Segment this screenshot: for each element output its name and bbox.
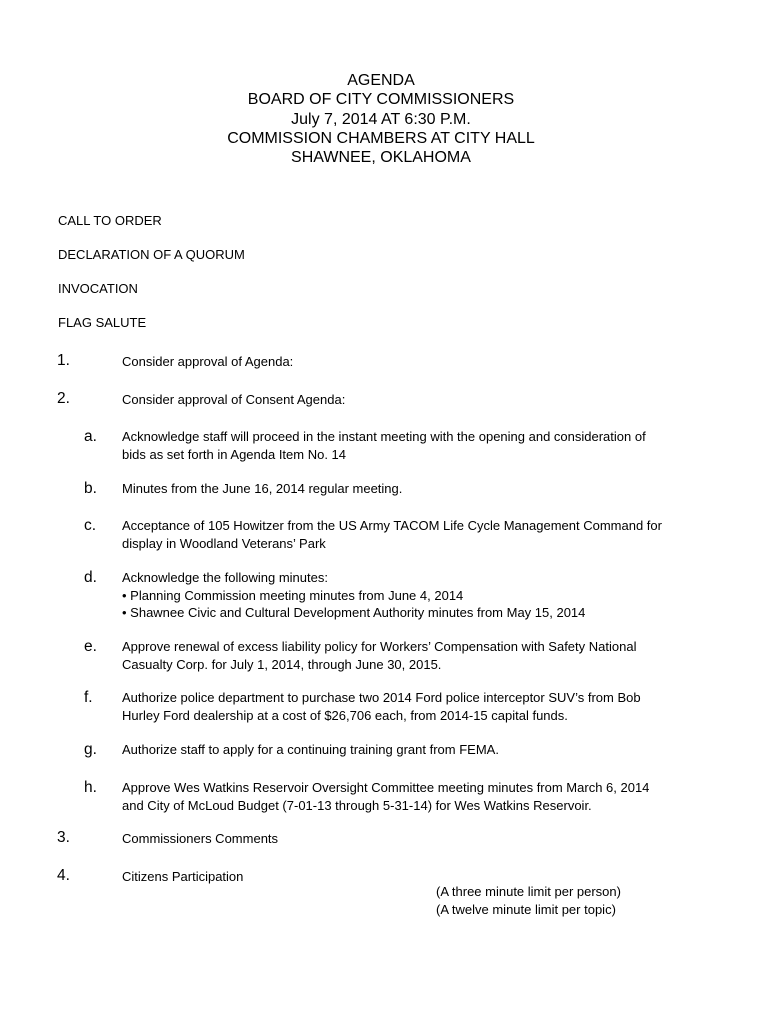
subitem-text-line: Approve renewal of excess liability policy for Workers’ Compensation with Safety National xyxy=(122,639,637,654)
item-text-line: Citizens Participation xyxy=(122,869,244,884)
agenda-header xyxy=(0,71,762,167)
declaration-of-quorum: DECLARATION OF A QUORUM xyxy=(58,247,245,262)
subitem-text-line: Approve Wes Watkins Reservoir Oversight Committee meeting minutes from March 6, 2014 xyxy=(122,780,650,795)
subitem-text-line: • Planning Commission meeting minutes from June 4, 2014 xyxy=(122,587,464,603)
item-text-line: Commissioners Comments xyxy=(122,831,279,846)
subitem-text xyxy=(122,638,722,673)
subitem-text xyxy=(122,689,722,724)
subitem-text-line: • Shawnee Civic and Cultural Development Authority minutes from May 15, 2014 xyxy=(122,605,586,621)
subitem-text-line: Authorize staff to apply for a continuing training grant from FEMA. xyxy=(122,742,499,757)
subitem-letter: b. xyxy=(84,480,97,497)
subitem-letter: a. xyxy=(84,428,97,445)
subitem-text xyxy=(122,779,722,814)
time-limit-note: (A three minute limit per person) xyxy=(436,884,621,899)
item-text xyxy=(122,353,722,371)
subitem-text-line: Minutes from the June 16, 2014 regular meeting. xyxy=(122,481,403,496)
time-limit-note: (A twelve minute limit per topic) xyxy=(436,901,616,917)
item-number: 1. xyxy=(57,352,70,369)
item-text-line: Consider approval of Consent Agenda: xyxy=(122,392,346,407)
item-text xyxy=(122,868,722,886)
item-number: 3. xyxy=(57,829,70,846)
subitem-text-line: Acceptance of 105 Howitzer from the US Army TACOM Life Cycle Management Command for xyxy=(122,518,662,533)
subitem-text xyxy=(122,569,722,622)
subitem-text-line: Hurley Ford dealership at a cost of $26,706 each, from 2014-15 capital funds. xyxy=(122,707,568,723)
subitem-letter: g. xyxy=(84,741,97,758)
subitem-text-line: Authorize police department to purchase two 2014 Ford police interceptor SUV’s from Bob xyxy=(122,690,641,705)
citizen-participation-notes xyxy=(436,883,621,918)
subitem-text xyxy=(122,480,722,498)
flag-salute: FLAG SALUTE xyxy=(58,315,147,330)
subitem-text xyxy=(122,517,722,552)
header-city: SHAWNEE, OKLAHOMA xyxy=(291,149,471,167)
subitem-text xyxy=(122,741,722,759)
subitem-text-line: and City of McLoud Budget (7-01-13 through 5-31-14) for Wes Watkins Reservoir. xyxy=(122,797,592,813)
header-board: BOARD OF CITY COMMISSIONERS xyxy=(247,91,515,109)
header-date: July 7, 2014 AT 6:30 P.M. xyxy=(291,110,471,128)
subitem-letter: e. xyxy=(84,638,97,655)
subitem-text-line: bids as set forth in Agenda Item No. 14 xyxy=(122,446,347,462)
subitem-letter: h. xyxy=(84,779,97,796)
subitem-text-line: Casualty Corp. for July 1, 2014, through June 30, 2015. xyxy=(122,656,442,672)
subitem-text-line: Acknowledge staff will proceed in the instant meeting with the opening and consideration of xyxy=(122,429,646,444)
subitem-text-line: display in Woodland Veterans’ Park xyxy=(122,535,326,551)
item-text xyxy=(122,391,722,409)
subitem-letter: f. xyxy=(84,689,93,706)
item-text-line: Consider approval of Agenda: xyxy=(122,354,294,369)
subitem-letter: d. xyxy=(84,569,97,586)
subitem-text-line: Acknowledge the following minutes: xyxy=(122,570,328,585)
subitem-letter: c. xyxy=(84,517,97,534)
item-number: 4. xyxy=(57,867,70,884)
header-location: COMMISSION CHAMBERS AT CITY HALL xyxy=(227,129,535,147)
invocation: INVOCATION xyxy=(58,281,138,296)
subitem-text xyxy=(122,428,722,463)
header-title: AGENDA xyxy=(347,72,415,89)
item-number: 2. xyxy=(57,390,70,407)
item-text xyxy=(122,830,722,848)
call-to-order: CALL TO ORDER xyxy=(58,213,162,228)
